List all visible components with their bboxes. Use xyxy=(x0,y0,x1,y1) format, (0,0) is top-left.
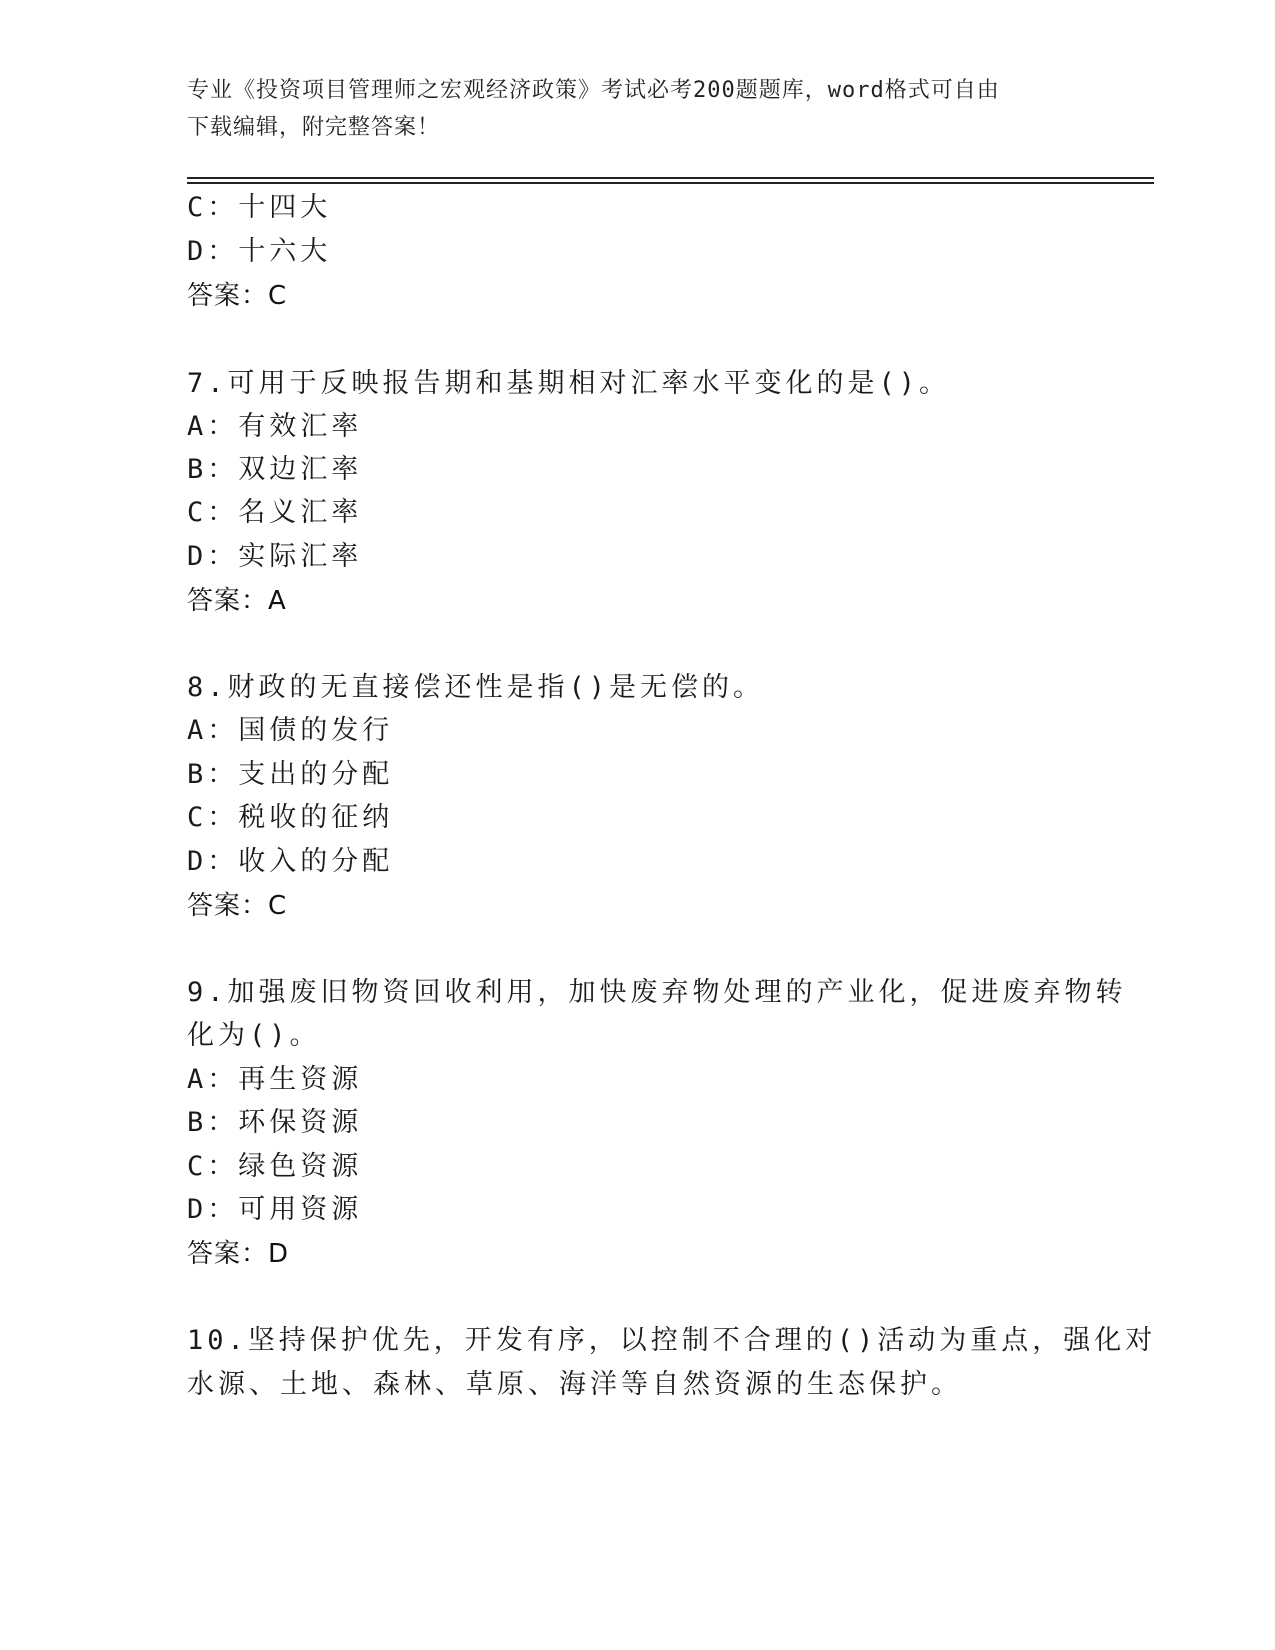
q8-stem: 8.财政的无直接偿还性是指()是无偿的。 xyxy=(187,672,765,703)
q9-stem-line-2: 化为()。 xyxy=(187,1020,321,1051)
document-header xyxy=(187,72,1077,146)
q10-stem-line-1: 10.坚持保护优先，开发有序，以控制不合理的()活动为重点，强化对 xyxy=(187,1325,1157,1356)
q7-option-b: B：双边汇率 xyxy=(187,454,363,485)
q8-option-a: A：国债的发行 xyxy=(187,715,394,746)
q9-answer: 答案：D xyxy=(187,1239,290,1269)
q9-option-c: C：绿色资源 xyxy=(187,1151,363,1182)
header-line-2: 下载编辑，附完整答案！ xyxy=(187,115,441,140)
q7-stem: 7.可用于反映报告期和基期相对汇率水平变化的是()。 xyxy=(187,368,951,399)
q7-answer: 答案：A xyxy=(187,586,287,616)
q9-option-b: B：环保资源 xyxy=(187,1107,363,1138)
q9-stem-line-1: 9.加强废旧物资回收利用，加快废弃物处理的产业化，促进废弃物转 xyxy=(187,977,1127,1008)
q6-option-d: D：十六大 xyxy=(187,236,332,267)
q8-option-d: D：收入的分配 xyxy=(187,846,394,877)
q7-option-a: A：有效汇率 xyxy=(187,411,363,442)
q7-option-d: D：实际汇率 xyxy=(187,541,363,572)
q9-option-a: A：再生资源 xyxy=(187,1064,363,1095)
q8-answer: 答案：C xyxy=(187,891,288,921)
q6-answer: 答案：C xyxy=(187,281,288,311)
q7-option-c: C：名义汇率 xyxy=(187,497,363,528)
header-divider-bottom xyxy=(187,182,1154,184)
document-page xyxy=(187,0,1157,1650)
q10-stem-line-2: 水源、土地、森林、草原、海洋等自然资源的生态保护。 xyxy=(187,1369,962,1400)
header-divider-top xyxy=(187,177,1154,179)
q9-option-d: D：可用资源 xyxy=(187,1194,363,1225)
header-line-1: 专业《投资项目管理师之宏观经济政策》考试必考200题题库，word格式可自由 xyxy=(187,78,1000,103)
q8-option-c: C：税收的征纳 xyxy=(187,802,394,833)
q8-option-b: B：支出的分配 xyxy=(187,759,394,790)
q6-option-c: C：十四大 xyxy=(187,192,332,223)
